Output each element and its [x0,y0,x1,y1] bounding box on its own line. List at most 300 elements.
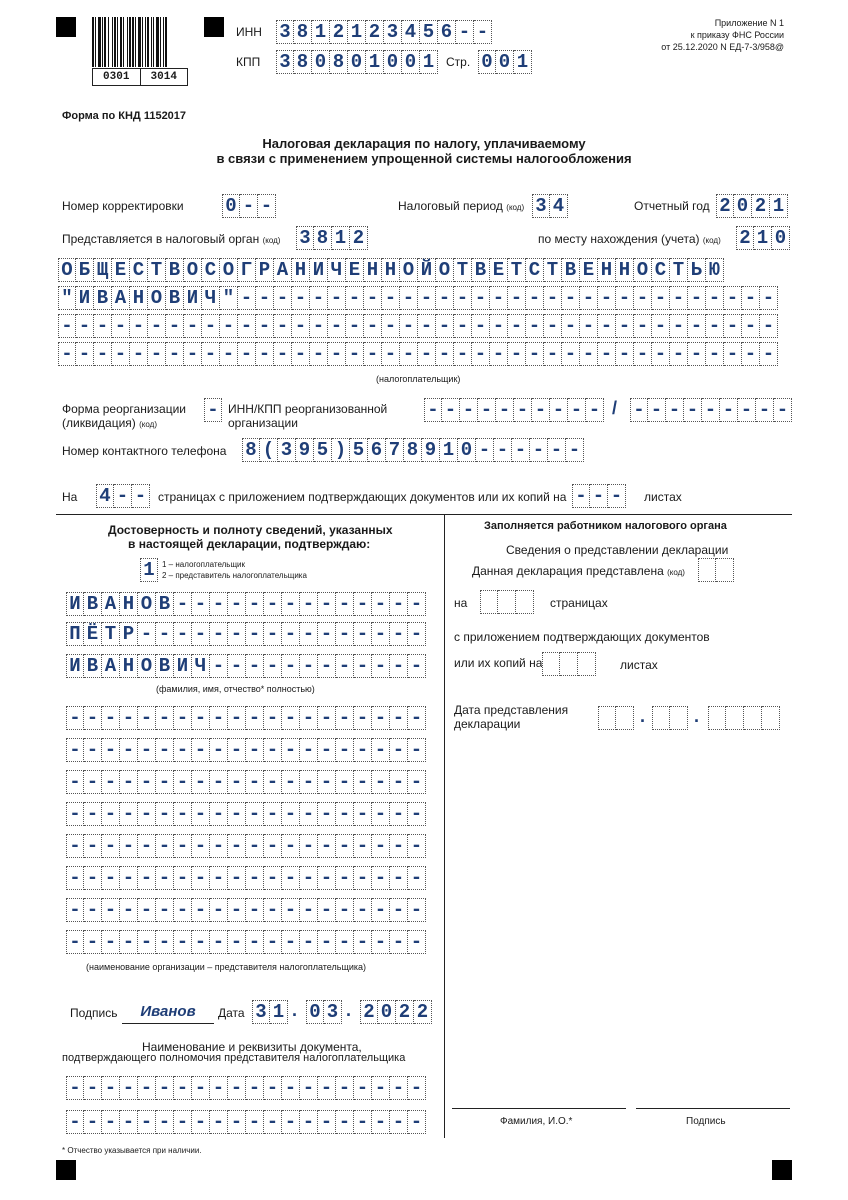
form-cell: 4 [550,194,568,218]
form-cell: - [210,706,228,730]
form-cell: Й [418,258,436,282]
form-cell: - [228,706,246,730]
form-cell: А [102,592,120,616]
rep-line-2[interactable] [66,738,426,762]
form-cell: - [138,738,156,762]
empty-form-cell [578,652,596,676]
authority-label-text: Представляется в налоговый орган [62,232,260,246]
form-cell: О [148,286,166,310]
form-cell: - [102,898,120,922]
phone-cells[interactable] [242,438,584,462]
form-cell: - [156,706,174,730]
corner-marker-bottom-right [772,1160,792,1180]
form-cell: - [204,398,222,422]
form-cell: - [390,706,408,730]
form-cell: - [382,286,400,310]
form-cell: - [354,866,372,890]
form-cell: - [246,866,264,890]
form-cell: - [138,866,156,890]
rep-line-1[interactable] [66,706,426,730]
location-label-text: по месту нахождения (учета) [538,232,700,246]
form-cell: А [102,654,120,678]
form-cell: - [138,770,156,794]
date-year-cells[interactable] [360,1000,432,1024]
form-cell: - [418,314,436,338]
form-cell: - [156,1110,174,1134]
form-cell: В [84,592,102,616]
form-cell: 2 [736,226,754,250]
form-cell: П [66,622,84,646]
authority-label [62,232,280,246]
form-cell: - [300,592,318,616]
form-cell: 5 [350,438,368,462]
form-cell: - [282,622,300,646]
form-cell: Т [102,622,120,646]
form-cell: - [566,438,584,462]
form-cell: - [706,314,724,338]
form-cell: Р [120,622,138,646]
form-cell: - [174,834,192,858]
correction-label: Номер корректировки [62,199,184,213]
form-cell: - [138,1076,156,1100]
form-cell: - [264,738,282,762]
form-cell: - [94,314,112,338]
form-cell: - [390,654,408,678]
form-cell: - [408,592,426,616]
form-cell: - [156,930,174,954]
period-label-text: Налоговый период [398,199,503,213]
form-cell: Т [508,258,526,282]
form-cell: В [166,258,184,282]
reorg-kpp-cells[interactable] [630,398,792,422]
empty-form-cell [542,652,560,676]
form-cell: - [102,866,120,890]
form-cell: - [634,342,652,366]
column-divider [444,514,445,1138]
form-cell: 1 [420,50,438,74]
form-cell: - [364,286,382,310]
rep-caption: (наименование организации – представителя налогоплательщика) [86,962,367,972]
corner-marker-top-left [56,17,76,37]
date-month-cells[interactable] [306,1000,342,1024]
form-cell: - [372,738,390,762]
form-cell: С [526,258,544,282]
pages-prefix: На [62,490,78,504]
form-cell: - [102,706,120,730]
form-cell: - [390,834,408,858]
form-cell: - [688,314,706,338]
rep-line-4[interactable] [66,802,426,826]
form-cell: - [300,654,318,678]
form-cell: - [408,654,426,678]
form-cell: - [138,802,156,826]
form-cell: 1 [366,50,384,74]
form-cell: - [246,1076,264,1100]
form-cell: 8 [242,438,260,462]
form-cell: - [598,342,616,366]
form-cell: - [544,342,562,366]
reorg-inn-label-line-1: ИНН/КПП реорганизованной [228,402,388,416]
form-cell: Н [382,258,400,282]
form-cell: - [490,314,508,338]
form-cell: - [264,622,282,646]
form-cell: Г [238,258,256,282]
rep-line-5[interactable] [66,834,426,858]
form-cell: 9 [422,438,440,462]
kpp-cells[interactable] [276,50,438,74]
form-cell: Т [670,258,688,282]
office-pages-cells[interactable] [480,590,534,614]
appendix-line-2: к приказу ФНС России [690,30,784,40]
form-cell: - [336,1076,354,1100]
form-cell: - [476,438,494,462]
empty-form-cell [652,706,670,730]
form-cell: - [120,898,138,922]
form-cell: - [670,314,688,338]
form-cell: - [634,286,652,310]
form-cell: - [66,866,84,890]
form-cell: - [156,622,174,646]
period-code-note: (код) [506,203,525,212]
form-cell: - [66,706,84,730]
signer-cells[interactable] [140,558,158,582]
form-cell: - [246,592,264,616]
form-cell: - [550,398,568,422]
form-cell: - [418,286,436,310]
form-cell: - [114,484,132,508]
form-cell: - [354,738,372,762]
form-cell: Т [544,258,562,282]
form-cell: 0 [312,50,330,74]
form-cell: - [66,1110,84,1134]
form-cell: - [608,484,626,508]
form-cell: - [742,286,760,310]
form-cell: - [372,622,390,646]
date-day-cells[interactable] [252,1000,288,1024]
form-cell: - [58,342,76,366]
form-cell: - [192,834,210,858]
form-cell: 6 [438,20,456,44]
form-cell: - [318,834,336,858]
form-cell: - [148,342,166,366]
form-cell: - [228,866,246,890]
form-cell: 2 [414,1000,432,1024]
taxpayer-line-3[interactable] [58,314,778,338]
form-cell: - [760,286,778,310]
form-cell: - [66,930,84,954]
form-cell: " [58,286,76,310]
form-cell: ( [260,438,278,462]
form-cell: 0 [772,226,790,250]
form-cell: - [300,866,318,890]
form-cell: - [478,398,496,422]
form-cell: 2 [330,20,348,44]
form-cell: - [508,342,526,366]
taxpayer-line-1[interactable] [58,258,724,282]
form-cell: - [572,484,590,508]
signature[interactable]: Иванов [122,1000,214,1024]
office-sheets-cells[interactable] [542,652,596,676]
reorg-label-line-1: Форма реорганизации [62,402,186,416]
form-cell: - [490,286,508,310]
form-cell: 1 [312,20,330,44]
reorg-label-line-2-text: (ликвидация) [62,416,136,430]
form-cell: - [318,622,336,646]
signature-label: Подпись [70,1006,118,1020]
pages-cells[interactable] [96,484,150,508]
corner-marker-top-mid [204,17,224,37]
form-cell: - [336,898,354,922]
form-cell: - [372,802,390,826]
form-cell: Е [112,258,130,282]
form-cell: - [238,286,256,310]
form-cell: - [418,342,436,366]
form-cell: - [442,398,460,422]
confirm-heading-line-1: Достоверность и полноту сведений, указанных [108,523,393,537]
name-line-1[interactable] [66,592,426,616]
empty-form-cell [560,652,578,676]
form-cell: - [354,706,372,730]
form-cell: - [318,898,336,922]
form-cell: 0 [306,1000,324,1024]
form-cell: - [246,654,264,678]
form-cell: - [210,622,228,646]
form-cell: - [544,286,562,310]
form-cell: - [372,592,390,616]
form-cell: - [246,706,264,730]
rep-line-7[interactable] [66,898,426,922]
office-date-dot-2: . [694,706,700,726]
date-dot-1: . [292,1000,298,1020]
form-cell: Н [120,592,138,616]
form-cell: - [318,1110,336,1134]
form-cell: - [616,286,634,310]
form-cell: - [202,314,220,338]
form-cell: - [210,592,228,616]
form-cell: - [756,398,774,422]
sheets-cells[interactable] [572,484,626,508]
location-cells[interactable] [736,226,790,250]
form-cell: - [562,342,580,366]
form-cell: 5 [314,438,332,462]
reorg-slash: / [612,398,618,418]
form-cell: - [210,770,228,794]
form-cell: - [264,930,282,954]
form-cell: 3 [278,438,296,462]
form-cell: О [436,258,454,282]
form-cell: - [246,770,264,794]
reorg-code-note: (код) [139,420,157,429]
form-cell: 2 [366,20,384,44]
form-cell: - [102,802,120,826]
empty-form-cell [708,706,726,730]
reorg-label-line-2 [62,416,157,430]
empty-form-cell [598,706,616,730]
form-cell: - [760,314,778,338]
form-cell: - [354,930,372,954]
form-cell: - [228,930,246,954]
rep-line-8[interactable] [66,930,426,954]
rep-line-3[interactable] [66,770,426,794]
page-cells[interactable] [478,50,532,74]
form-cell: - [408,770,426,794]
reorg-cells[interactable] [204,398,222,422]
form-cell: - [400,342,418,366]
title-line-1: Налоговая декларация по налогу, уплачиваемому [262,136,586,151]
form-cell: - [274,286,292,310]
form-cell: - [300,706,318,730]
year-cells[interactable] [716,194,788,218]
form-cell: - [84,866,102,890]
form-cell: - [336,866,354,890]
form-cell: - [210,654,228,678]
location-code-note: (код) [702,236,721,245]
form-cell: - [336,834,354,858]
form-cell: О [184,258,202,282]
form-cell: - [264,866,282,890]
form-cell: - [84,802,102,826]
form-cell: - [390,770,408,794]
doc-line-2[interactable] [66,1110,426,1134]
doc-line-1[interactable] [66,1076,426,1100]
form-cell: Щ [94,258,112,282]
form-cell: - [228,898,246,922]
form-cell: О [138,592,156,616]
form-cell: - [246,930,264,954]
form-cell: Р [256,258,274,282]
form-cell: - [246,738,264,762]
form-cell: - [318,654,336,678]
form-cell: - [328,314,346,338]
form-cell: - [648,398,666,422]
name-caption: (фамилия, имя, отчество* полностью) [156,684,315,694]
form-cell: - [390,1076,408,1100]
form-cell: - [246,802,264,826]
reorg-inn-cells[interactable] [424,398,604,422]
form-cell: - [346,342,364,366]
form-cell: - [84,1110,102,1134]
form-cell: - [282,738,300,762]
form-cell: - [382,314,400,338]
form-cell: - [544,314,562,338]
form-cell: - [84,834,102,858]
period-cells[interactable] [532,194,568,218]
form-cell: Е [490,258,508,282]
form-cell: - [156,738,174,762]
form-cell: Н [130,286,148,310]
form-cell: С [130,258,148,282]
form-cell: Е [346,258,364,282]
empty-form-cell [762,706,780,730]
form-cell: - [354,592,372,616]
form-cell: - [454,342,472,366]
office-date-year-cells[interactable] [708,706,780,730]
office-date-day-cells[interactable] [598,706,634,730]
form-cell: - [364,314,382,338]
form-cell: - [390,622,408,646]
form-cell: - [220,314,238,338]
form-cell: А [274,258,292,282]
form-cell: - [156,802,174,826]
form-cell: - [282,654,300,678]
form-cell: - [472,286,490,310]
form-cell: И [76,286,94,310]
form-cell: - [508,286,526,310]
taxpayer-line-4[interactable] [58,342,778,366]
form-cell: - [66,770,84,794]
form-cell: 3 [324,1000,342,1024]
form-cell: - [112,342,130,366]
taxpayer-line-2[interactable] [58,286,778,310]
form-cell: - [66,834,84,858]
form-cell: - [192,706,210,730]
form-cell: Б [76,258,94,282]
confirm-heading-line-2: в настоящей декларации, подтверждаю: [128,537,371,551]
form-cell: - [202,342,220,366]
form-cell: - [670,286,688,310]
form-cell: 1 [514,50,532,74]
form-cell: - [256,286,274,310]
form-cell: - [258,194,276,218]
rep-line-6[interactable] [66,866,426,890]
form-cell: - [318,1076,336,1100]
submitted-cells[interactable] [698,558,734,582]
form-cell: - [318,706,336,730]
kpp-label: КПП [236,55,261,69]
form-cell: 8 [294,20,312,44]
correction-cells[interactable] [222,194,276,218]
form-cell: - [408,802,426,826]
name-line-3[interactable] [66,654,426,678]
form-cell: - [102,1110,120,1134]
form-cell: - [300,930,318,954]
form-cell: - [336,802,354,826]
form-cell: - [192,622,210,646]
form-cell: 2 [752,194,770,218]
form-cell: - [238,314,256,338]
form-cell: - [228,592,246,616]
form-cell: Е [580,258,598,282]
form-cell: 3 [296,226,314,250]
office-date-label-line-2: декларации [454,717,521,731]
form-cell: - [228,770,246,794]
form-cell: - [228,802,246,826]
form-cell: - [184,314,202,338]
form-cell: - [328,342,346,366]
pages-label: страницах [550,596,608,610]
form-cell: И [184,286,202,310]
empty-form-cell [480,590,498,614]
form-cell: - [738,398,756,422]
authority-cells[interactable] [296,226,368,250]
form-cell: - [372,654,390,678]
form-cell: - [318,592,336,616]
form-cell: - [532,398,550,422]
signer-option-1: 1 – налогоплательщик [162,560,246,569]
surname-line [452,1108,626,1109]
office-date-month-cells[interactable] [652,706,688,730]
form-cell: Ю [706,258,724,282]
form-cell: - [652,342,670,366]
inn-cells[interactable] [276,20,492,44]
name-line-2[interactable] [66,622,426,646]
empty-form-cell [516,590,534,614]
form-cell: - [512,438,530,462]
form-cell: О [138,654,156,678]
on-label: на [454,596,468,610]
form-cell: И [66,592,84,616]
form-cell: - [328,286,346,310]
